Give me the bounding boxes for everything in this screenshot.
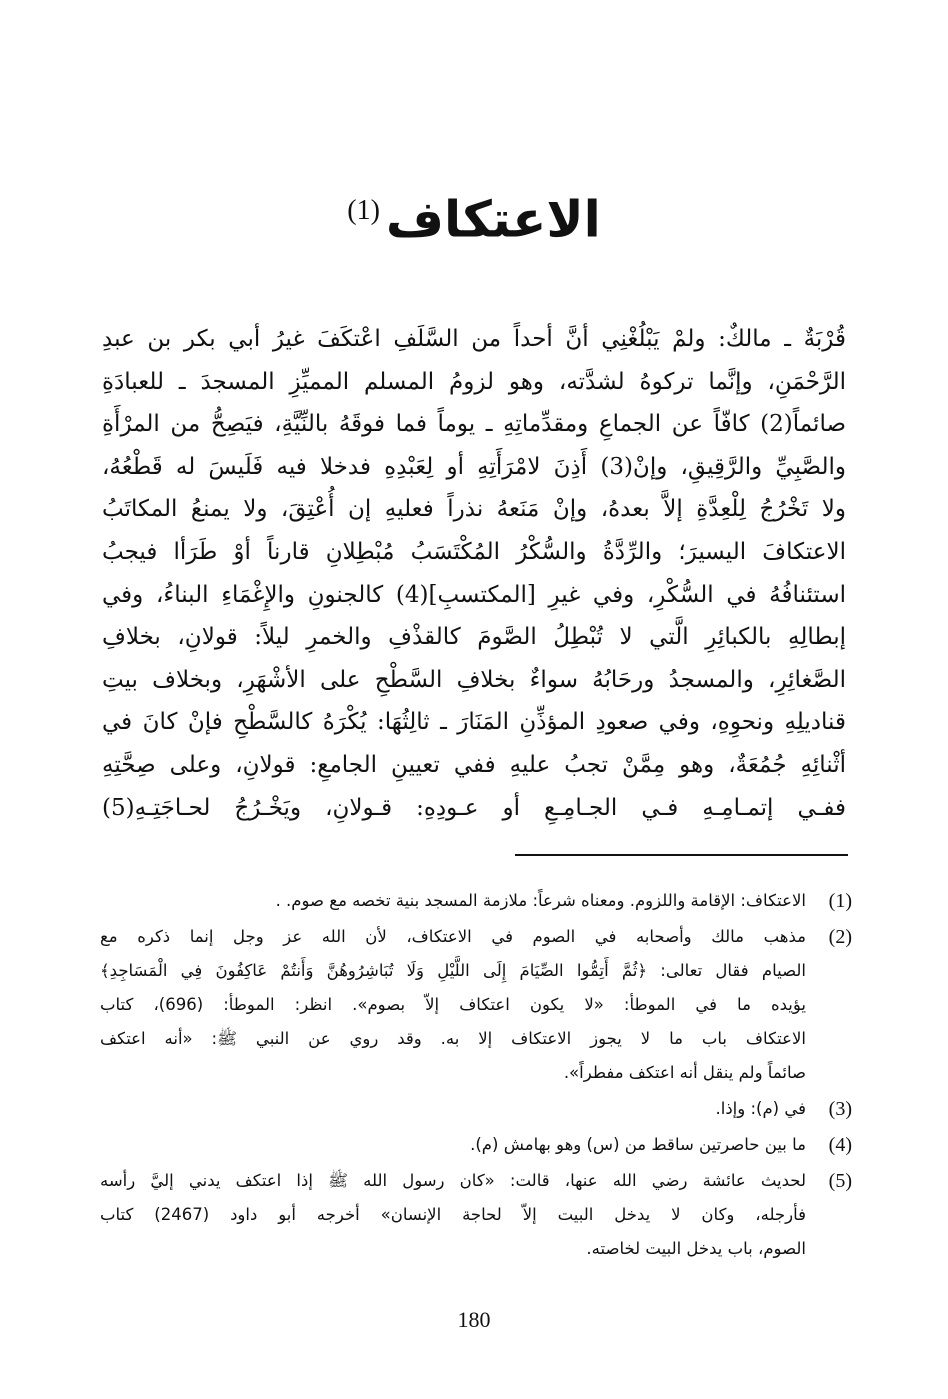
text-line: إبطالِهِ بالكبائِرِ الَّتي لا تُبْطِلُ الصَّومَ كالقذْفِ والخمرِ ليلاً: قولانِ، بخلافِ xyxy=(102,624,846,651)
footnote-line: الاعتكاف: الإقامة واللزوم. ومعناه شرعاً: ملازمة المسجد بنية تخصه مع صوم. . xyxy=(275,891,806,910)
footnote-body xyxy=(100,1128,806,1162)
footnote-line: الصيام فقال تعالى: ﴿ثُمَّ أَتِمُّوا الصِّيَامَ إِلَى اللَّيْلِ وَلَا تُبَاشِرُوهُنَّ وَأَنتُمْ عَاكِفُونَ فِي الْمَسَاجِدِ﴾ xyxy=(100,961,806,980)
footnote-line: الصوم، باب يدخل البيت لخاصته. xyxy=(586,1239,806,1258)
footnote-body xyxy=(100,1092,806,1126)
footnote-number: (1) xyxy=(828,890,852,912)
text-line: الصَّغائِرِ، والمسجدُ ورحَابُهُ سواءٌ بخلافِ السَّطْحِ على الأشْهَرِ، وبخلاف بيتِ xyxy=(102,666,846,693)
text-line: صائماً(2) كافّاً عن الجماعِ ومقدِّماتِهِ ـ يوماً فما فوقَهُ بالنِّيَّةِ، فيَصِحُّ من المرْأَةِ xyxy=(102,411,846,438)
text-line: ففـي إتمـامِـهِ فـي الجـامِـعِ أو عـودِهِ: قـولانِ، ويَخْـرُجُ لحـاجَتِـهِ(5) xyxy=(102,794,846,821)
main-text xyxy=(102,318,846,829)
footnote-body xyxy=(100,884,806,918)
footnote-4 xyxy=(100,1128,852,1162)
footnote-body xyxy=(100,1164,806,1266)
chapter-title-text: الاعتكاف xyxy=(385,190,601,249)
text-line: الرَّحْمَنِ، وإنَّما تركوهُ لشدَّته، وهو لزومُ المسلم المميِّزِ المسجدَ ـ للعبادَةِ xyxy=(102,368,846,395)
footnote-line: لحديث عائشة رضي الله عنها، قالت: «كان رسول الله ﷺ إذا اعتكف يدني إليَّ رأسه xyxy=(100,1171,806,1190)
title-footnote-ref: (1) xyxy=(347,195,380,226)
footnote-body xyxy=(100,920,806,1090)
footnote-line: صائماً ولم ينقل أنه اعتكف مفطراً». xyxy=(563,1063,806,1082)
text-line: قناديلِهِ ونحوِهِ، وفي صعودِ المؤذِّنِ المَنَارَ ـ ثالِثُهَا: يُكْرَهُ كالسَّطْحِ فإنْ كانَ في xyxy=(102,709,846,736)
text-line: قُرْبَةٌ ـ مالكٌ: ولمْ يَبْلُغْنِي أنَّ أحداً من السَّلَفِ اعْتكَفَ غيرُ أبي بكر بن عبدِ xyxy=(102,326,846,352)
footnote-separator xyxy=(515,854,848,856)
footnote-number: (4) xyxy=(828,1134,852,1156)
footnote-5 xyxy=(100,1164,852,1266)
footnote-3 xyxy=(100,1092,852,1126)
footnote-number: (5) xyxy=(828,1170,852,1192)
footnote-1 xyxy=(100,884,852,918)
footnote-line: مذهب مالك وأصحابه في الصوم في الاعتكاف، لأن الله عز وجل إنما ذكره مع xyxy=(100,927,806,946)
text-line: ولا تَخْرُجُ لِلْعِدَّةِ إلاَّ بعدهُ، وإنْ مَنَعهُ نذراً فعليهِ إن أُعْتِقَ، ولا يمنعُ المكاتَبُ xyxy=(102,496,846,523)
text-line: الاعتكافَ اليسيرَ؛ والرِّدَّةُ والسُّكْرُ المُكْتَسَبُ مُبْطِلانِ قارناً أوْ طَرَأا فيجبُ xyxy=(102,538,846,565)
footnote-number: (3) xyxy=(828,1098,852,1120)
footnote-line: في (م): وإذا. xyxy=(715,1099,806,1118)
footnotes xyxy=(100,884,852,1268)
chapter-title xyxy=(0,176,948,255)
page-number: 180 xyxy=(457,1307,491,1332)
text-line: أثْنائِهِ جُمُعَةٌ، وهو مِمَّنْ تجبُ عليهِ ففي تعيينِ الجامعِ: قولانِ، وعلى صِحَّتِهِ xyxy=(102,751,846,778)
footnote-line: يؤيده ما في الموطأ: «لا يكون اعتكاف إلاّ بصوم». انظر: الموطأ: (696)، كتاب xyxy=(100,995,806,1014)
footnote-line: فأرجله، وكان لا يدخل البيت إلاّ لحاجة الإنسان» أخرجه أبو داود (2467) كتاب xyxy=(100,1205,807,1224)
footnote-2 xyxy=(100,920,852,1090)
footnote-number: (2) xyxy=(828,926,852,948)
text-line: والصَّبِيِّ والرَّقِيقِ، وإنْ(3) أَذِنَ لامْرَأَتِهِ أو لِعَبْدِهِ فدخلا فيه فَلَيسَ له قَطْعُهُ، xyxy=(102,453,846,480)
footnote-line: الاعتكاف باب ما لا يجوز الاعتكاف إلا به. وقد روي عن النبي ﷺ: «أنه اعتكف xyxy=(100,1029,806,1048)
footnote-line: ما بين حاصرتين ساقط من (س) وهو بهامش (م). xyxy=(470,1135,806,1154)
text-line: استئنافُهُ في السُّكْرِ، وفي غيرِ [المكتسبِ](4) كالجنونِ والإِغْمَاءِ البناءُ، وفي xyxy=(102,581,846,608)
